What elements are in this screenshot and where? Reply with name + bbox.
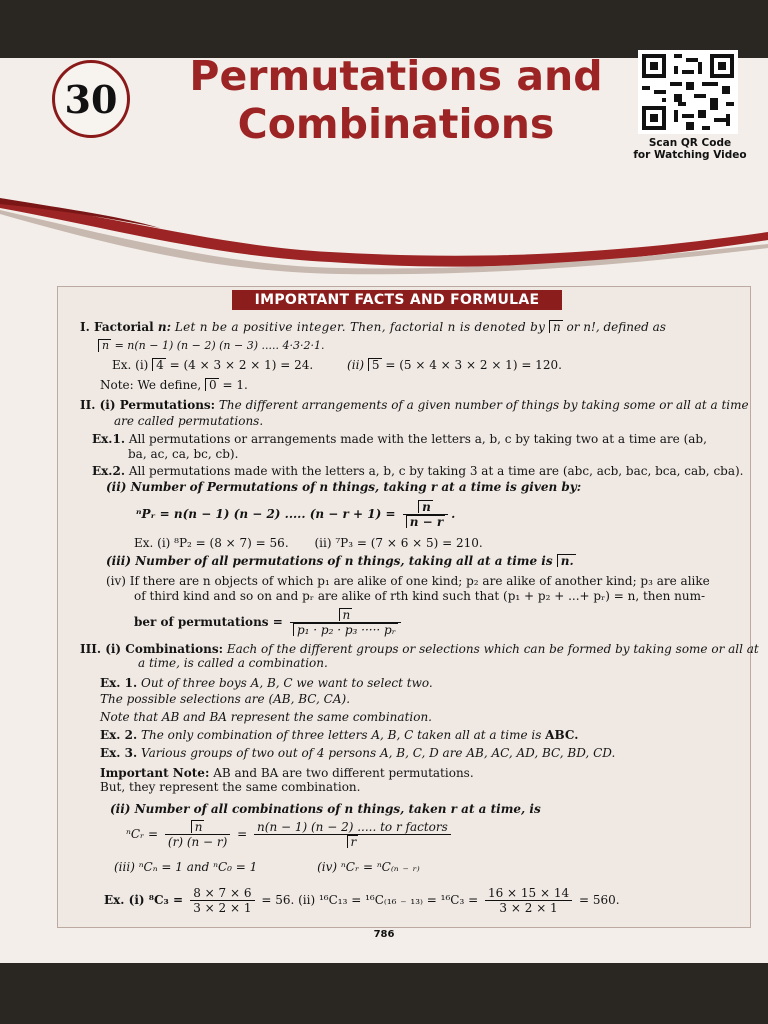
combinations-example-1 [100, 676, 433, 691]
factorial-example-b-symbol: 5 [368, 358, 382, 371]
combination-example-i-fraction [190, 886, 254, 915]
combinations-selections: The possible selections are (AB, BC, CA). [100, 692, 351, 706]
combination-example-i: Ex. (i) ⁸C₃ = [104, 893, 188, 907]
factorial-note-symbol: 0 [205, 378, 219, 391]
combinations-example-3 [100, 746, 615, 761]
permutation-alike-denominator [290, 623, 401, 637]
combination-formula-num: n [191, 820, 205, 833]
factorial-definition [80, 320, 666, 335]
combinations-text-cont: a time, is called a combination. [138, 656, 328, 670]
combination-property-iv: (iv) ⁿCᵣ = ⁿC₍ₙ ₋ ᵣ₎ [317, 860, 420, 874]
factorial-note-text: Note: We define, [100, 378, 206, 392]
combinations-example-3-text: Various groups of two out of 4 persons A, B, C, D are AB, AC, AD, BC, BD, CD. [137, 746, 616, 760]
permutations-definition [80, 398, 749, 413]
permutation-alike-text-cont: of third kind and so on and pᵣ are alike of rth kind such that (p₁ + p₂ + ...+ pᵣ) = n, then num- [134, 589, 706, 603]
combination-property-iii: (iii) ⁿCₙ = 1 and ⁿC₀ = 1 [114, 860, 258, 874]
permutations-heading: II. (i) [80, 398, 120, 412]
permutations-label: Permutations: [119, 398, 216, 412]
factorial-example-a-symbol: 4 [152, 358, 166, 371]
permutation-formula-num: n [418, 500, 433, 513]
factorial-text: Let n be a positive integer. Then, factorial n is denoted by [174, 320, 546, 334]
page-number: 786 [373, 929, 395, 940]
section-banner: IMPORTANT FACTS AND FORMULAE [232, 290, 562, 310]
qr-code-icon [638, 50, 738, 134]
important-note-label: Important Note: [100, 766, 210, 780]
combination-formula-denominator2 [254, 835, 451, 849]
combination-examples [104, 886, 620, 915]
factorial-example-label: Ex. (i) [112, 358, 153, 372]
permutations-example-2-text: All permutations made with the letters a, b, c by taking 3 at a time are (abc, acb, bac, bca, cab, cba). [125, 464, 744, 478]
permutation-count-heading: (ii) Number of Permutations of n things, taking r at a time is given by: [106, 480, 582, 494]
combinations-example-2-answer: ABC. [545, 728, 579, 742]
permutation-formula-lhs: ⁿPᵣ = n(n − 1) (n − 2) ..... (n − r + 1) = [136, 507, 400, 521]
combinations-example-1-text: Out of three boys A, B, C we want to select two. [137, 676, 433, 690]
permutations-example-2 [92, 464, 744, 479]
combinations-example-2 [100, 728, 578, 743]
combination-formula-den: (r) (n − r) [167, 835, 228, 849]
combinations-example-1-label: Ex. 1. [100, 676, 138, 690]
permutation-formula-den: n − r [406, 515, 445, 528]
important-note [100, 766, 474, 781]
combination-example-ii-result: = 560. [578, 893, 620, 907]
factorial-example-b: = (5 × 4 × 3 × 2 × 1) = 120. [381, 358, 562, 372]
factorial-text2: or n!, defined as [562, 320, 666, 334]
factorial-expansion-text: = n(n − 1) (n − 2) (n − 3) ..... 4·3·2·1. [111, 339, 325, 352]
combinations-note: Note that AB and BA represent the same combination. [100, 710, 432, 724]
chapter-title-line2: Combinations [237, 100, 555, 148]
factorial-example-ii-label: (ii) [347, 358, 368, 372]
permutations-example-2-label: Ex.2. [92, 464, 126, 478]
decorative-swoosh [0, 148, 768, 288]
permutation-alike-formula [134, 608, 404, 637]
permutation-alike-formula-text: ber of permutations = [134, 615, 287, 629]
permutation-example-i: Ex. (i) ⁸P₂ = (8 × 7) = 56. [134, 536, 289, 550]
combination-example-ii-den: 3 × 2 × 1 [499, 901, 558, 915]
combination-example-ii-fraction [485, 886, 572, 915]
combination-example-ii: = 56. (ii) ¹⁶C₁₃ = ¹⁶C₍₁₆ ₋ ₁₃₎ = ¹⁶C₃ = [261, 893, 482, 907]
combination-formula-fraction [165, 820, 230, 849]
combinations-definition [80, 642, 759, 657]
combination-formula-den2: r [347, 835, 359, 848]
permutation-alike-den: p₁ · p₂ · p₃ ····· pᵣ [293, 623, 398, 636]
qr-caption-line2: for Watching Video [633, 149, 747, 161]
factorial-symbol: n [549, 320, 563, 333]
chapter-title-line1: Permutations and [189, 52, 603, 100]
permutation-formula-numerator [403, 500, 448, 515]
factorial-note [100, 378, 248, 393]
permutations-example-1-cont: ba, ac, ca, bc, cb). [128, 447, 239, 461]
permutation-examples [134, 536, 483, 551]
permutation-alike-text: (iv) If there are n objects of which p₁ are alike of one kind; p₂ are alike of another kind; p₃ are alike [106, 574, 710, 588]
factorial-expansion [98, 338, 324, 353]
permutation-alike-num: n [339, 608, 353, 621]
combination-example-ii-num: 16 × 15 × 14 [485, 886, 572, 901]
permutation-all-heading [106, 554, 576, 569]
combination-formula-lhs: ⁿCᵣ = [126, 827, 162, 841]
combination-formula-fraction2 [254, 820, 451, 849]
permutations-example-1-text: All permutations or arrangements made with the letters a, b, c by taking two at a time are (ab, [125, 432, 707, 446]
chapter-title [186, 52, 606, 148]
permutation-all-symbol: n. [557, 554, 576, 567]
combination-formula [126, 820, 454, 849]
combinations-label: Combinations: [125, 642, 224, 656]
combinations-text: Each of the different groups or selections which can be formed by taking some or all at [223, 642, 759, 656]
permutations-example-1 [92, 432, 707, 447]
factorial-note-value: = 1. [218, 378, 248, 392]
permutation-example-ii: (ii) ⁷P₃ = (7 × 6 × 5) = 210. [314, 536, 483, 550]
qr-caption-line1: Scan QR Code [648, 137, 732, 149]
combinations-example-2-text: The only combination of three letters A, B, C taken all at a time is [137, 728, 546, 742]
combination-properties [114, 860, 420, 875]
factorial-example [112, 358, 562, 373]
combination-formula-numerator [165, 820, 230, 835]
permutation-formula-denominator [403, 515, 448, 529]
permutation-formula-fraction [403, 500, 448, 529]
permutations-text-cont: are called permutations. [114, 414, 264, 428]
combination-example-i-num: 8 × 7 × 6 [190, 886, 254, 901]
permutations-text: The different arrangements of a given number of things by taking some or all at a time [215, 398, 749, 412]
permutation-alike-fraction [290, 608, 401, 637]
factorial-var: n: [157, 320, 172, 334]
combination-example-i-den: 3 × 2 × 1 [193, 901, 252, 915]
important-note-text: AB and BA are two different permutations. [209, 766, 474, 780]
combinations-example-2-label: Ex. 2. [100, 728, 138, 742]
combinations-example-3-label: Ex. 3. [100, 746, 138, 760]
permutation-all-text: (iii) Number of all permutations of n things, taking all at a time is [106, 554, 557, 568]
permutation-formula: ⁿPᵣ = n(n − 1) (n − 2) ..... (n − r + 1) = $\frac{n}{n - r}$ . [136, 500, 456, 529]
combination-formula-num2: n(n − 1) (n − 2) ..... to r factors [254, 820, 451, 835]
combinations-heading: III. (i) [80, 642, 126, 656]
factorial-example-a: = (4 × 3 × 2 × 1) = 24. [165, 358, 314, 372]
chapter-number: 30 [52, 60, 130, 138]
combination-formula-eq: = [237, 827, 252, 841]
permutations-example-1-label: Ex.1. [92, 432, 126, 446]
factorial-expansion-symbol: n [98, 339, 111, 352]
factorial-heading: I. Factorial [80, 320, 158, 334]
permutation-alike-numerator [290, 608, 401, 623]
combination-count-heading: (ii) Number of all combinations of n things, taken r at a time, is [110, 802, 541, 816]
important-note-cont: But, they represent the same combination. [100, 780, 361, 794]
